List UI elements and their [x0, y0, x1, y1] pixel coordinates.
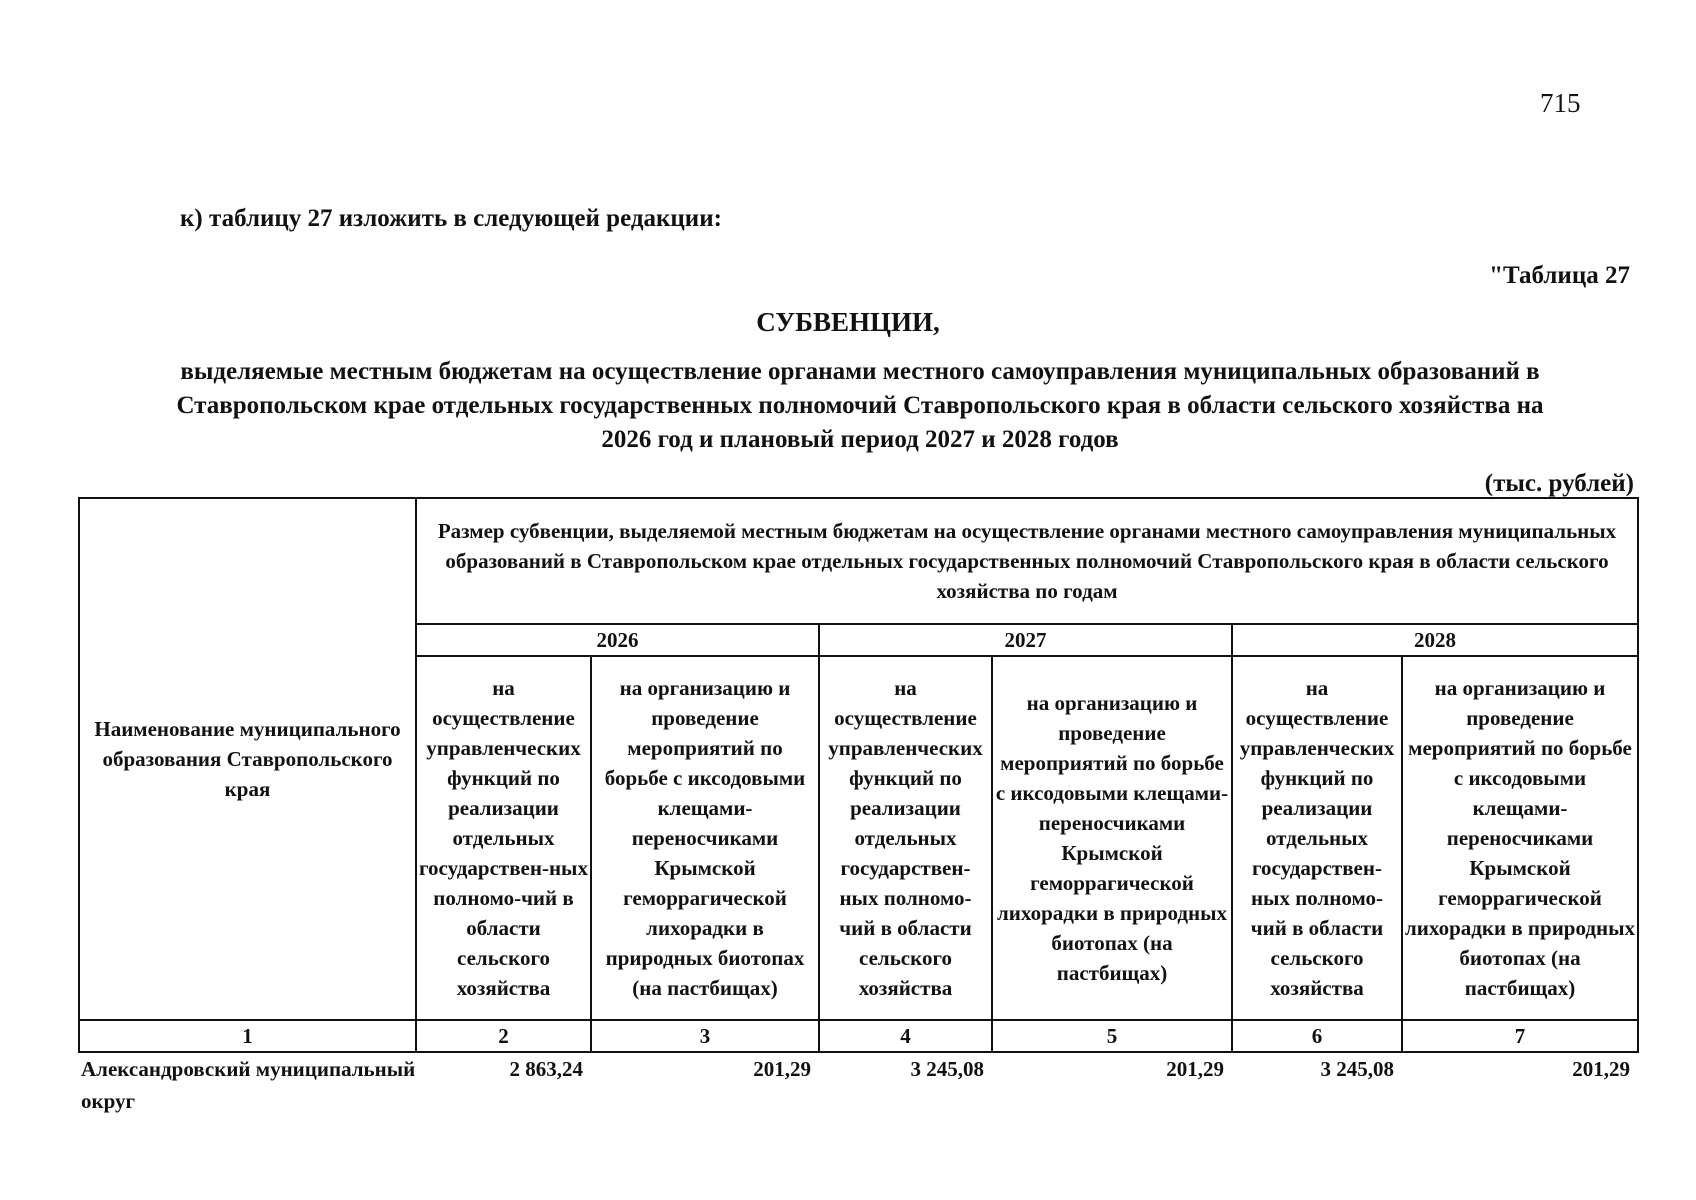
- value-2028-management: 3 245,08: [1320, 1057, 1394, 1081]
- value-2026-management: 2 863,24: [509, 1057, 583, 1081]
- document-title: СУБВЕНЦИИ,: [756, 307, 940, 337]
- subventions-table: [78, 497, 1639, 1117]
- page-number: 715: [1540, 88, 1581, 118]
- column-number-7: 7: [1402, 1020, 1638, 1052]
- table-reference: "Таблица 27: [1489, 262, 1630, 289]
- column-number-1: 1: [79, 1020, 416, 1052]
- header-year-2026: 2026: [416, 624, 819, 656]
- header-management-functions-2026: на осуществление управленческих функций по реализации отдельных государствен-ных полномо-чий в области сельского хозяйства: [416, 656, 591, 1020]
- header-tick-control-2027: на организацию и проведение мероприятий по борьбе с иксодовыми клещами-переносчиками Крымской геморрагической лихорадки в природных биотопах (на пастбищах): [992, 656, 1232, 1020]
- column-number-6: 6: [1232, 1020, 1402, 1052]
- column-number-5: 5: [992, 1020, 1232, 1052]
- header-municipality-name: Наименование муниципального образования Ставропольского края: [79, 498, 416, 1020]
- document-subtitle: выделяемые местным бюджетам на осуществление органами местного самоуправления муниципальных образований в Ставропольском крае отдельных государственных полномочий Ставропольского края в области сельского хозяйства на 2026 год и плановый период 2027 и 2028 годов: [176, 358, 1544, 453]
- column-number-2: 2: [416, 1020, 591, 1052]
- header-year-2028: 2028: [1232, 624, 1638, 656]
- column-number-3: 3: [591, 1020, 819, 1052]
- units-label: (тыс. рублей): [1484, 470, 1634, 497]
- header-subvention-size: Размер субвенции, выделяемой местным бюджетам на осуществление органами местного самоуправления муниципальных образований в Ставропольском крае отдельных государственных полномочий Ставропольского края в области сельского хозяйства по годам: [416, 498, 1638, 624]
- value-2026-tick-control: 201,29: [753, 1057, 811, 1081]
- header-tick-control-2026: на организацию и проведение мероприятий по борьбе с иксодовыми клещами-переносчиками Крымской геморрагической лихорадки в природных биотопах (на пастбищах): [591, 656, 819, 1020]
- value-2027-management: 3 245,08: [910, 1057, 984, 1081]
- header-management-functions-2027: на осуществление управленческих функций по реализации отдельных государствен-ных полномо-чий в области сельского хозяйства: [819, 656, 992, 1020]
- header-year-2027: 2027: [819, 624, 1232, 656]
- header-tick-control-2028: на организацию и проведение мероприятий по борьбе с иксодовыми клещами-переносчиками Крымской геморрагической лихорадки в природных биотопах (на пастбищах): [1402, 656, 1638, 1020]
- municipality-name: Александровский муниципальный округ: [81, 1057, 416, 1113]
- column-number-4: 4: [819, 1020, 992, 1052]
- instruction-text: к) таблицу 27 изложить в следующей редакции:: [180, 205, 722, 232]
- header-management-functions-2028: на осуществление управленческих функций по реализации отдельных государствен-ных полномо-чий в области сельского хозяйства: [1232, 656, 1402, 1020]
- table-row: [79, 1052, 1638, 1117]
- value-2028-tick-control: 201,29: [1572, 1057, 1630, 1081]
- value-2027-tick-control: 201,29: [1166, 1057, 1224, 1081]
